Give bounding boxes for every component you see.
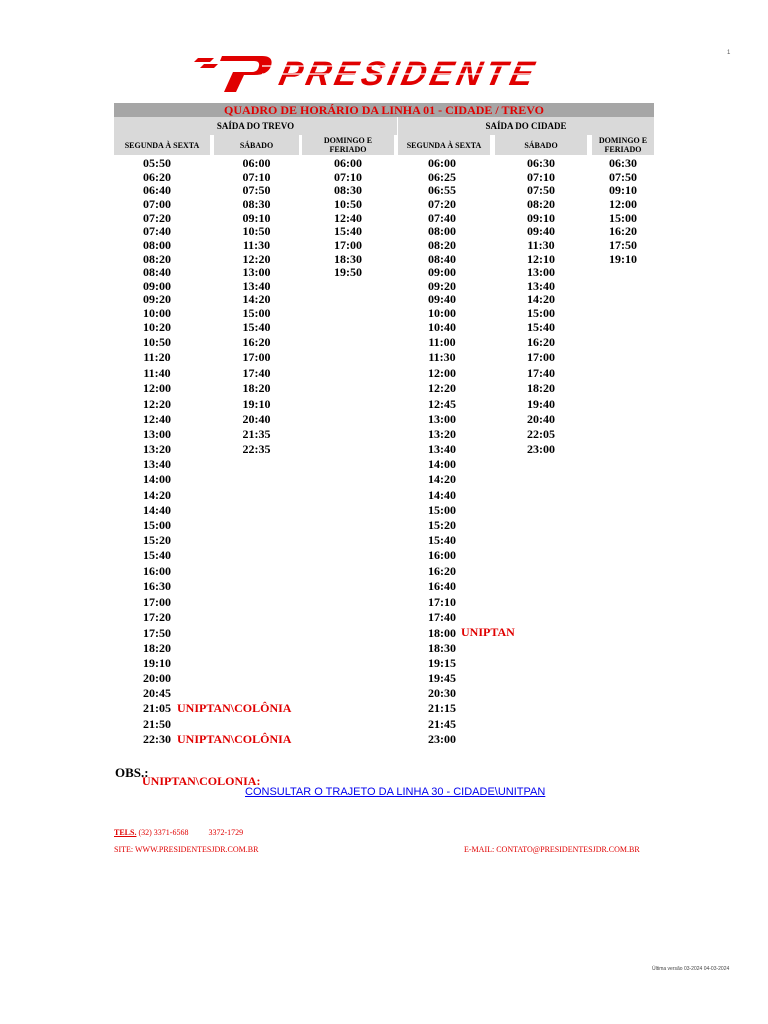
time-cell: 13:00 <box>143 427 171 441</box>
time-cell: 07:10 <box>334 169 362 184</box>
footer-phones <box>114 828 243 837</box>
section-saida-cidade: SAÍDA DO CIDADE <box>398 117 654 135</box>
time-cell: 16:20 <box>527 335 555 349</box>
time-cell: 20:30 <box>428 686 456 700</box>
time-cell: 18:30 <box>428 641 456 655</box>
time-cell: 23:00 <box>527 442 555 456</box>
time-cell: 21:05 <box>143 701 171 715</box>
time-cell: 09:00 <box>428 265 456 279</box>
header-trevo-sabado: SÁBADO <box>214 135 299 155</box>
page-number: 1 <box>727 50 731 56</box>
time-cell: 18:20 <box>242 381 271 395</box>
time-cell: 15:40 <box>527 320 555 334</box>
time-cell: 06:00 <box>428 156 456 170</box>
time-cell: 10:40 <box>428 320 456 334</box>
time-cell: 12:40 <box>143 412 171 426</box>
uniptan-tag: UNIPTAN <box>461 625 515 639</box>
time-cell: 14:20 <box>527 292 555 306</box>
time-cell: 09:40 <box>428 292 456 306</box>
time-cell: 10:20 <box>143 320 171 334</box>
time-cell: 22:35 <box>242 442 271 456</box>
time-cell: 12:45 <box>428 397 456 411</box>
time-cell: 07:50 <box>242 183 271 197</box>
time-cell: 08:30 <box>334 183 362 197</box>
time-cell: 14:40 <box>428 488 456 502</box>
time-cell: 19:15 <box>428 656 456 670</box>
time-cell: 16:20 <box>242 335 271 349</box>
time-cell: 17:40 <box>527 366 555 380</box>
time-cell: 14:00 <box>143 472 171 486</box>
header-domingo-line2: FERIADO <box>604 145 642 154</box>
time-cell: 17:50 <box>609 238 637 252</box>
time-cell: 16:20 <box>609 224 637 238</box>
time-cell: 08:00 <box>143 238 171 252</box>
time-cell: 17:10 <box>428 595 456 609</box>
time-cell: 06:00 <box>334 156 362 170</box>
header-domingo-line2: FERIADO <box>329 145 367 154</box>
time-cell: 15:00 <box>143 518 171 532</box>
time-cell: 12:00 <box>609 197 637 211</box>
time-cell: 15:40 <box>143 548 171 562</box>
time-cell: 20:40 <box>242 412 271 426</box>
time-cell: 16:00 <box>428 548 456 562</box>
time-cell: 07:50 <box>527 183 555 197</box>
schedule-title: QUADRO DE HORÁRIO DA LINHA 01 - CIDADE / TREVO <box>114 103 654 117</box>
time-cell: 18:00 <box>428 626 456 640</box>
time-cell: 05:50 <box>143 156 171 170</box>
time-cell: 18:20 <box>143 641 171 655</box>
time-cell: 18:20 <box>527 381 555 395</box>
time-cell: 09:10 <box>242 211 271 225</box>
time-cell: 21:50 <box>143 717 171 731</box>
section-saida-trevo: SAÍDA DO TREVO <box>114 117 397 135</box>
time-cell: 06:40 <box>143 183 171 197</box>
time-cell: 19:40 <box>527 397 555 411</box>
time-cell: 15:20 <box>428 518 456 532</box>
time-cell: 07:10 <box>527 169 555 184</box>
time-cell: 11:30 <box>242 238 271 252</box>
footer-site: SITE: WWW.PRESIDENTESJDR.COM.BR <box>114 845 259 854</box>
time-cell: 06:20 <box>143 169 171 184</box>
header-trevo-domingo <box>302 135 394 155</box>
time-cell: 09:40 <box>527 224 555 238</box>
time-cell: 17:40 <box>428 610 456 624</box>
time-cell: 22:30 <box>143 732 171 746</box>
time-cell: 12:20 <box>428 381 456 395</box>
time-cell: 08:40 <box>428 252 456 266</box>
phones-values: (32) 3371-6568 3372-1729 <box>136 828 244 837</box>
time-cell: 11:30 <box>428 350 456 364</box>
time-cell: 17:00 <box>527 350 555 364</box>
time-cell: 20:40 <box>527 412 555 426</box>
time-cell: 13:00 <box>428 412 456 426</box>
time-cell: 15:00 <box>527 306 555 320</box>
time-cell: 14:20 <box>242 292 271 306</box>
time-cell: 08:40 <box>143 265 171 279</box>
time-cell: 19:10 <box>609 252 637 266</box>
time-cell: 14:00 <box>428 457 456 471</box>
time-cell: 19:50 <box>334 265 362 279</box>
header-trevo-weekday: SEGUNDA À SEXTA <box>114 135 210 155</box>
time-cell: 14:20 <box>143 488 171 502</box>
header-cidade-weekday: SEGUNDA À SEXTA <box>398 135 490 155</box>
time-cell: 10:00 <box>428 306 456 320</box>
time-cell: 08:20 <box>527 197 555 211</box>
time-cell: 21:15 <box>428 701 456 715</box>
time-cell: 21:45 <box>428 717 456 731</box>
header-domingo-line1: DOMINGO E <box>323 136 373 145</box>
time-cell: 07:00 <box>143 197 171 211</box>
time-cell: 11:30 <box>527 238 555 252</box>
time-cell: 06:30 <box>527 156 555 170</box>
time-cell: 15:00 <box>609 211 637 225</box>
time-cell: 06:30 <box>609 156 637 170</box>
time-cell: 15:00 <box>428 503 456 517</box>
header-domingo-line1: DOMINGO E <box>598 136 648 145</box>
time-cell: 09:10 <box>609 183 637 197</box>
time-cell: 10:50 <box>242 224 271 238</box>
time-cell: 19:10 <box>143 656 171 670</box>
time-cell: 12:20 <box>143 397 171 411</box>
time-cell: 15:40 <box>428 533 456 547</box>
time-cell: 07:20 <box>143 211 171 225</box>
time-cell: 17:40 <box>242 366 271 380</box>
time-cell: 17:50 <box>143 626 171 640</box>
header-cidade-sabado: SÁBADO <box>495 135 587 155</box>
time-cell: 13:40 <box>143 457 171 471</box>
time-cell: 10:50 <box>143 335 171 349</box>
time-cell: 16:40 <box>428 579 456 593</box>
uniptan-colonia-tag: UNIPTAN\COLÔNIA <box>177 701 292 715</box>
time-cell: 08:00 <box>428 224 456 238</box>
header-cidade-domingo <box>592 135 654 155</box>
route-30-link[interactable]: CONSULTAR O TRAJETO DA LINHA 30 - CIDADE\UNITPAN <box>245 786 546 798</box>
time-cell: 13:20 <box>428 427 456 441</box>
time-cell: 09:20 <box>428 279 456 293</box>
time-cell: 14:40 <box>143 503 171 517</box>
time-cell: 12:00 <box>143 381 171 395</box>
time-cell: 13:40 <box>242 279 271 293</box>
time-cell: 12:20 <box>242 252 271 266</box>
time-cell: 22:05 <box>527 427 555 441</box>
time-cell: 09:10 <box>527 211 555 225</box>
time-cell: 06:25 <box>428 169 456 184</box>
svg-text:PRESIDENTE: PRESIDENTE <box>275 55 542 93</box>
time-cell: 23:00 <box>428 732 456 746</box>
time-cell: 16:00 <box>143 564 171 578</box>
time-cell: 09:00 <box>143 279 171 293</box>
time-cell: 07:20 <box>428 197 456 211</box>
time-cell: 19:10 <box>242 397 271 411</box>
time-cell: 20:45 <box>143 686 171 700</box>
time-cell: 10:50 <box>334 197 362 211</box>
time-cell: 15:20 <box>143 533 171 547</box>
time-cell: 15:00 <box>242 306 271 320</box>
time-cell: 09:20 <box>143 292 171 306</box>
time-cell: 07:50 <box>609 169 637 184</box>
time-cell: 13:00 <box>242 265 271 279</box>
time-cell: 16:30 <box>143 579 171 593</box>
time-cell: 21:35 <box>242 427 271 441</box>
time-cell: 12:10 <box>527 252 555 266</box>
obs-label: OBS.: <box>115 765 149 780</box>
time-cell: 11:20 <box>143 350 171 364</box>
time-cell: 11:00 <box>428 335 456 349</box>
time-cell: 06:00 <box>242 156 271 170</box>
time-cell: 12:00 <box>428 366 456 380</box>
phones-label: TELS. <box>114 828 137 837</box>
uniptan-colonia-tag: UNIPTAN\COLÔNIA <box>177 732 292 746</box>
obs-uniptan-colonia: UNIPTAN\COLONIA: <box>142 774 261 788</box>
time-cell: 06:55 <box>428 183 456 197</box>
time-cell: 12:40 <box>334 211 362 225</box>
time-cell: 08:20 <box>428 238 456 252</box>
time-cell: 17:20 <box>143 610 171 624</box>
time-cell: 20:00 <box>143 671 171 685</box>
time-cell: 17:00 <box>334 238 362 252</box>
time-cell: 08:30 <box>242 197 271 211</box>
time-cell: 19:45 <box>428 671 456 685</box>
time-cell: 11:40 <box>143 366 171 380</box>
time-cell: 14:20 <box>428 472 456 486</box>
time-cell: 08:20 <box>143 252 171 266</box>
version-note: Última versão 03-2024 04-03-2024 <box>652 966 730 972</box>
time-cell: 17:00 <box>143 595 171 609</box>
time-cell: 18:30 <box>334 252 362 266</box>
time-cell: 13:00 <box>527 265 555 279</box>
footer-email: E-MAIL: CONTATO@PRESIDENTESJDR.COM.BR <box>464 845 640 854</box>
time-cell: 07:10 <box>242 169 271 184</box>
time-cell: 13:40 <box>428 442 456 456</box>
time-cell: 07:40 <box>143 224 171 238</box>
time-cell: 15:40 <box>242 320 271 334</box>
time-cell: 17:00 <box>242 350 271 364</box>
time-cell: 15:40 <box>334 224 362 238</box>
time-cell: 10:00 <box>143 306 171 320</box>
time-cell: 13:40 <box>527 279 555 293</box>
presidente-logo <box>192 50 572 94</box>
time-cell: 07:40 <box>428 211 456 225</box>
time-cell: 16:20 <box>428 564 456 578</box>
time-cell: 13:20 <box>143 442 171 456</box>
